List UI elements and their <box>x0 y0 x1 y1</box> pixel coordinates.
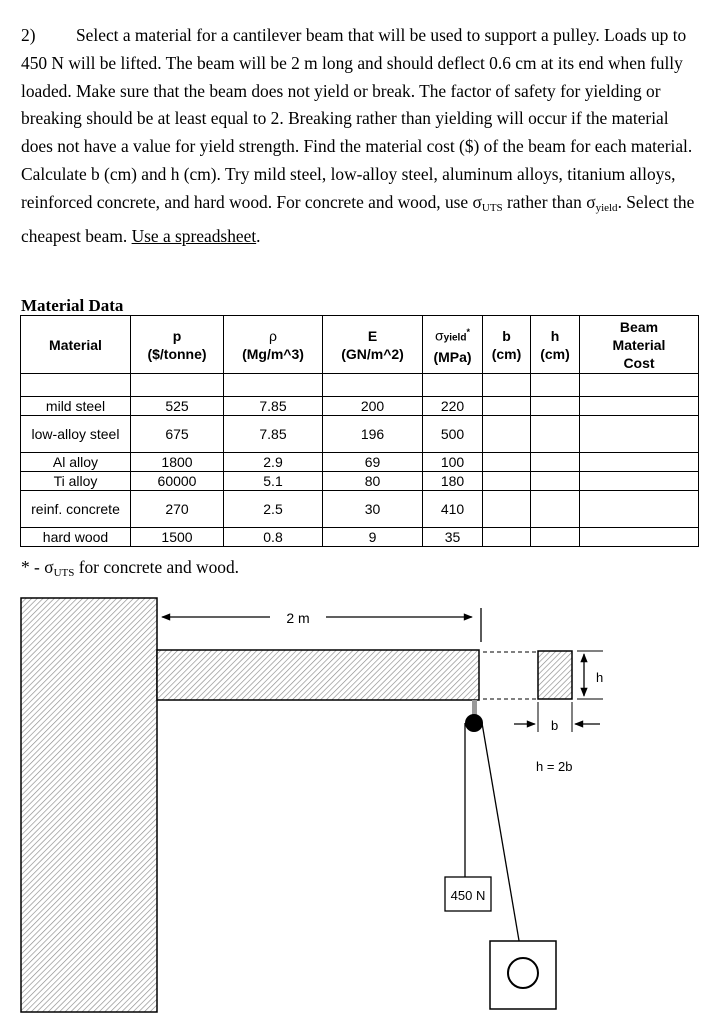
table-row <box>21 472 699 491</box>
cell-b[interactable] <box>483 491 531 528</box>
cell-cost[interactable] <box>580 397 699 416</box>
cell-density: 7.85 <box>224 416 323 453</box>
header-price: p ($/tonne) <box>131 316 224 374</box>
cell-cost[interactable] <box>580 472 699 491</box>
cell-density: 0.8 <box>224 528 323 547</box>
cell-modulus: 69 <box>323 453 423 472</box>
cell-h[interactable] <box>531 416 580 453</box>
cell-modulus: 200 <box>323 397 423 416</box>
header-h: h (cm) <box>531 316 580 374</box>
cell-modulus: 9 <box>323 528 423 547</box>
cell-density: 5.1 <box>224 472 323 491</box>
length-dimension <box>162 608 481 642</box>
cell-material: Ti alloy <box>21 472 131 491</box>
cell-h[interactable] <box>531 453 580 472</box>
header-yield-strength: σyield* (MPa) <box>423 316 483 374</box>
header-cost: Beam Material Cost <box>580 316 699 374</box>
problem-statement <box>21 22 697 250</box>
anchor-box <box>490 941 556 1009</box>
cell-price: 60000 <box>131 472 224 491</box>
cell-cost[interactable] <box>580 528 699 547</box>
cell-h[interactable] <box>531 472 580 491</box>
cell-material: mild steel <box>21 397 131 416</box>
problem-number: 2) <box>21 25 36 45</box>
table-row <box>21 397 699 416</box>
wall <box>21 598 157 1012</box>
cell-strength: 35 <box>423 528 483 547</box>
beam <box>157 650 479 700</box>
table-header-row <box>21 316 699 374</box>
yield-subscript: yield <box>595 201 618 214</box>
cell-b[interactable] <box>483 472 531 491</box>
cell-cost[interactable] <box>580 416 699 453</box>
cell-cost[interactable] <box>580 453 699 472</box>
cell-density: 2.9 <box>224 453 323 472</box>
cell-modulus: 196 <box>323 416 423 453</box>
cell-price: 270 <box>131 491 224 528</box>
header-modulus: E (GN/m^2) <box>323 316 423 374</box>
problem-text-mid: rather than <box>502 191 587 212</box>
cell-modulus: 30 <box>323 491 423 528</box>
cell-price: 1500 <box>131 528 224 547</box>
pulley-wheel <box>465 714 483 732</box>
table-row <box>21 453 699 472</box>
cell-b[interactable] <box>483 528 531 547</box>
material-data-table <box>20 315 699 547</box>
cell-density: 2.5 <box>224 491 323 528</box>
length-label: 2 m <box>286 610 310 626</box>
header-material: Material <box>21 316 131 374</box>
cell-h[interactable] <box>531 397 580 416</box>
cell-density: 7.85 <box>224 397 323 416</box>
cross-section <box>483 651 603 774</box>
cell-cost[interactable] <box>580 491 699 528</box>
cell-strength: 180 <box>423 472 483 491</box>
cell-price: 1800 <box>131 453 224 472</box>
cell-b[interactable] <box>483 453 531 472</box>
problem-period: . <box>256 225 261 246</box>
cell-material: reinf. concrete <box>21 491 131 528</box>
cell-material: hard wood <box>21 528 131 547</box>
cell-b[interactable] <box>483 416 531 453</box>
cell-material: Al alloy <box>21 453 131 472</box>
load-label: 450 N <box>450 888 486 903</box>
cell-price: 525 <box>131 397 224 416</box>
problem-text: Select a material for a cantilever beam that will be used to support a pulley. Loads up to 450 N will be lifted. The beam will be 2 m long and should deflect 0.6 cm at its end when fully loaded. Make sure that the beam does not yield or break. The factor of safety for yielding or breaking should be at least equal to 2. Breaking rather than yielding will occur if the material does not have a value for yield strength. Find the material cost ($) of the beam for each material. Calculate b (cm) and h (cm). Try mild steel, low-alloy steel, aluminum alloys, titanium alloys, reinforced concrete, and hard wood. For concrete and wood, use <box>21 25 693 212</box>
cell-strength: 500 <box>423 416 483 453</box>
table-row <box>21 491 699 528</box>
cell-b[interactable] <box>483 397 531 416</box>
spreadsheet-instruction: Use a spreadsheet <box>131 225 257 246</box>
cell-modulus: 80 <box>323 472 423 491</box>
footnote: * - $\sigma_{UTS}$ for concrete and wood. <box>21 557 240 579</box>
relation-label: h = 2b <box>536 759 573 774</box>
cell-strength: 220 <box>423 397 483 416</box>
problem-text-end: . Select the cheapest beam. <box>21 191 695 246</box>
blank-row <box>21 374 699 397</box>
table-title: Material Data <box>21 296 124 315</box>
sigma-symbol: σ <box>472 191 482 212</box>
pulley-assembly <box>445 700 559 1009</box>
sigma-symbol: σ <box>586 191 596 212</box>
h-label: h <box>596 670 604 685</box>
cell-strength: 410 <box>423 491 483 528</box>
cell-strength: 100 <box>423 453 483 472</box>
cantilever-diagram <box>0 590 713 1020</box>
header-density: ρ (Mg/m^3) <box>224 316 323 374</box>
cell-h[interactable] <box>531 491 580 528</box>
cell-h[interactable] <box>531 528 580 547</box>
cell-material: low-alloy steel <box>21 416 131 453</box>
table-row <box>21 528 699 547</box>
b-label: b <box>551 718 559 733</box>
header-b: b (cm) <box>483 316 531 374</box>
cell-price: 675 <box>131 416 224 453</box>
table-row <box>21 416 699 453</box>
uts-subscript: UTS <box>481 201 503 214</box>
